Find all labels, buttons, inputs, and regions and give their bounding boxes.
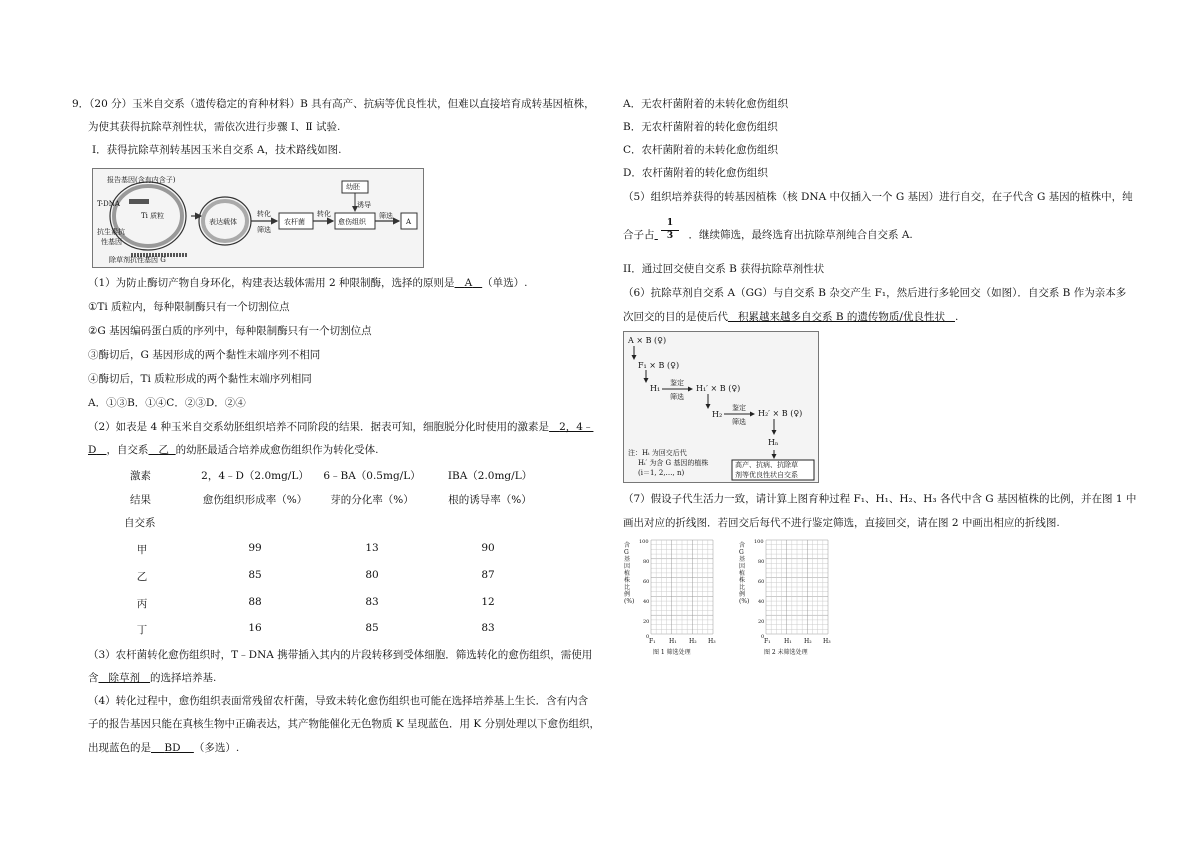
sub4-post: （多选）. — [193, 742, 240, 754]
fig1-transform: 转化 — [257, 210, 271, 218]
table-col2-3: 根的诱导率（%） — [448, 494, 532, 506]
option-c: C．农杆菌附着的未转化愈伤组织 — [623, 144, 779, 156]
sub4-line2: 子的报告基因只能在真核生物中正确表达，其产物能催化无色物质 K 呈现蓝色．用 K 分别处理以下愈伤组织， — [88, 718, 601, 730]
grid-2-ytick: 80 — [758, 559, 765, 565]
fraction-denominator: 3 — [666, 231, 674, 241]
sub3-line1: （3）农杆菌转化愈伤组织时，T﹣DNA 携带插入其内的片段转移到受体细胞．筛选转化的愈伤组织，需使用 — [88, 649, 593, 661]
fig1-callus: 愈伤组织 — [338, 218, 366, 226]
sub2-answer1b-value: D — [88, 444, 97, 456]
grid-1-ytick: 60 — [643, 579, 650, 585]
sub3-answer-value: 除草剂 — [108, 672, 141, 684]
sub6-line1: （6）抗除草剂自交系 A（GG）与自交系 B 杂交产生 F₁，然后进行多轮回交（如图）．自交系 B 作为亲本多 — [623, 287, 1127, 299]
sub1 — [88, 276, 528, 290]
bc-note2: Hᵢ′ 为含 G 基因的植株 — [638, 459, 709, 467]
figure-technical-route — [92, 168, 424, 268]
bc-note3: (i＝1, 2,…, n) — [638, 469, 685, 477]
grid-2-xtick: H₂ — [804, 638, 812, 645]
table-cell: 85 — [248, 569, 262, 581]
grid-2-ytick: 20 — [758, 619, 765, 625]
table-col2-2: 芽的分化率（%） — [330, 494, 414, 506]
grid-2-caption: 图 2 未筛选处理 — [764, 649, 808, 656]
grid-1-ylabel: 含G基因植株比例(%) — [624, 542, 635, 605]
grid-2-ytick: 60 — [758, 579, 765, 585]
sub3-pre: 含 — [88, 672, 99, 684]
table-col2-1: 愈伤组织形成率（%） — [202, 494, 308, 506]
table-cell: 85 — [365, 622, 379, 634]
table-cell: 99 — [248, 542, 262, 554]
sub3-answer — [99, 672, 151, 684]
bc-jd1: 鉴定 — [670, 379, 684, 387]
grid-1-xtick: H₁ — [669, 638, 677, 645]
q9-line2: 为使其获得抗除草剂性状，需依次进行步骤 Ⅰ、Ⅱ 试验. — [88, 121, 341, 133]
sub2-line1 — [88, 420, 593, 434]
sub2-line2 — [88, 443, 378, 457]
grid-2-xtick: H₃ — [823, 638, 831, 645]
table-col-3: IBA（2.0mg/L） — [447, 470, 533, 482]
option-4: ④酶切后，Ti 质粒形成的两个黏性末端序列相同 — [88, 373, 312, 385]
grid-1-ytick: 20 — [643, 619, 650, 625]
sub1-text: （1）为防止酶切产物自身环化，构建表达载体需用 2 种限制酶，选择的原则是 — [88, 277, 455, 289]
table-h-hormone: 激素 — [130, 470, 151, 482]
bc-sx1: 筛选 — [670, 393, 684, 401]
bc-row1: A × B (♀) — [628, 336, 667, 345]
sub2-post: 的幼胚最适合培养成愈伤组织作为转化受体. — [175, 444, 379, 456]
q9-line1: 9．（20 分）玉米自交系（遗传稳定的育种材料）B 具有高产、抗病等优良性状，但难以直接培育成转基因植株， — [72, 98, 595, 110]
table-cell: 80 — [365, 569, 379, 581]
option-2: ②G 基因编码蛋白质的序列中，每种限制酶只有一个切割位点 — [88, 325, 372, 337]
sub5-post: ．继续筛选，最终选育出抗除草剂纯合自交系 A. — [688, 229, 913, 241]
table-row-name: 乙 — [136, 571, 148, 583]
grid-2-ytick: 0 — [761, 634, 765, 640]
fig1-resistance: 抗生素抗 — [97, 228, 125, 236]
sub1-answer — [455, 277, 483, 289]
table-cell: 83 — [481, 622, 495, 634]
grid-figure-1 — [623, 536, 723, 658]
option-1: ①Ti 质粒内，每种限制酶只有一个切割位点 — [88, 301, 290, 313]
sub4-line3 — [88, 741, 239, 755]
bc-result2: 剂等优良性状自交系 — [735, 471, 798, 479]
table-cell: 90 — [481, 542, 495, 554]
grid-1-caption: 图 1 筛选处理 — [653, 649, 691, 656]
part2-heading: II．通过回交使自交系 B 获得抗除草剂性状 — [623, 263, 825, 275]
sub4-pre: 出现蓝色的是 — [88, 742, 151, 754]
table-cell: 12 — [481, 596, 495, 608]
sub6-answer — [728, 311, 955, 323]
fig1-induce: 诱导 — [357, 201, 371, 209]
bc-row4: H₂′ × B (♀) — [758, 409, 803, 418]
tdna-segment — [129, 199, 149, 204]
grid-1-ytick: 40 — [643, 599, 650, 605]
sub7-line1: （7）假设子代生活力一致，请计算上图育种过程 F₁、H₁、H₂、H₃ 各代中含 G 基因植株的比例，并在图 1 中 — [623, 493, 1137, 505]
grid-1-xtick: H₃ — [708, 638, 716, 645]
table-cell: 88 — [248, 596, 262, 608]
grid-2-svg — [738, 536, 838, 646]
grid-2-ytick: 100 — [754, 539, 764, 545]
option-3: ③酶切后，G 基因形成的两个黏性末端序列不相同 — [88, 349, 321, 361]
option-b: B．无农杆菌附着的转化愈伤组织 — [623, 121, 778, 133]
sub3-post: 的选择培养基. — [150, 672, 217, 684]
fig1-transform2: 转化 — [317, 210, 331, 218]
sub6-line2 — [623, 310, 958, 324]
fig1-resistance2: 性基因 — [101, 238, 122, 246]
option-d: D．农杆菌附着的转化愈伤组织 — [623, 167, 768, 179]
sub4-answer-value: BD — [164, 742, 181, 754]
bc-result1: 高产、抗病、抗除草 — [735, 461, 798, 469]
table-col-1: 2，4﹣D（2.0mg/L） — [201, 470, 309, 482]
sub2-answer1-value: 2，4﹣ — [559, 421, 594, 433]
table-row-name: 丙 — [136, 598, 148, 610]
fig1-embryo: 幼胚 — [346, 183, 360, 191]
sub6-answer-value: 积累越来越多自交系 B 的遗传物质/优良性状 — [738, 311, 945, 323]
sub1-answer-value: A — [464, 277, 473, 289]
bc-h1: H₁ — [650, 384, 661, 393]
sub2-answer1 — [549, 421, 593, 433]
fig1-screen2: 筛选 — [379, 212, 393, 220]
fig1-herbicide: 除草剂抗性基因 G — [109, 256, 166, 264]
sub2-answer2-value: 乙 — [158, 444, 169, 456]
grid-2-xtick: F₁ — [764, 638, 771, 645]
table-cell: 16 — [248, 622, 262, 634]
grid-1-ytick: 80 — [643, 559, 650, 565]
sub2-mid: ，自交系 — [106, 444, 149, 456]
table-cell: 87 — [481, 569, 495, 581]
grid-figure-2 — [738, 536, 838, 658]
bc-hn: Hₙ — [768, 438, 779, 447]
choices: A．①③B．①④C．②③D．②④ — [88, 397, 246, 409]
bc-sx2: 筛选 — [732, 418, 746, 426]
sub2-answer2 — [148, 444, 175, 456]
sub5-pre: 合子占 — [623, 229, 655, 241]
bc-row3: H₁′ × B (♀) — [696, 384, 741, 393]
table-row-name: 丁 — [136, 624, 148, 636]
table-h-result: 结果 — [130, 494, 151, 506]
table-cell: 83 — [365, 596, 379, 608]
fraction-numerator: 1 — [666, 218, 674, 228]
table-h-line: 自交系 — [124, 517, 156, 529]
sub2-answer1b — [88, 444, 106, 456]
bc-jd2: 鉴定 — [732, 404, 746, 412]
fig1-reporter: 报告基因(含有内含子) — [107, 176, 176, 184]
sub6-post: . — [954, 311, 959, 323]
sub6-pre: 次回交的目的是使后代 — [623, 311, 728, 323]
table-cell: 13 — [365, 542, 379, 554]
grid-2-xtick: H₁ — [784, 638, 792, 645]
part1-heading: Ⅰ．获得抗除草剂转基因玉米自交系 A，技术路线如图. — [92, 144, 342, 156]
fig1-vector: 表达载体 — [209, 218, 237, 226]
grid-2-ytick: 40 — [758, 599, 765, 605]
fig1-a: A — [406, 218, 412, 226]
bc-note1: 注：Hᵢ 为回交后代 — [628, 449, 687, 457]
fig1-tdna: T-DNA — [97, 200, 120, 208]
grid-1-ytick: 0 — [646, 634, 650, 640]
fig1-ti: Ti 质粒 — [141, 212, 165, 220]
table-col-2: 6﹣BA（0.5mg/L） — [323, 470, 421, 482]
grid-1-xtick: H₂ — [689, 638, 697, 645]
grid-2-ylabel: 含G基因植株比例(%) — [739, 542, 750, 605]
sub4-answer — [151, 742, 194, 754]
fig1-screen: 筛选 — [257, 226, 271, 234]
bc-h2: H₂ — [712, 410, 723, 419]
sub1-post: （单选）. — [482, 277, 528, 289]
option-a: A．无农杆菌附着的未转化愈伤组织 — [623, 98, 789, 110]
grid-1-ytick: 100 — [639, 539, 649, 545]
fig1-agro: 农杆菌 — [284, 218, 305, 226]
figure-backcross — [623, 331, 819, 483]
table-row-name: 甲 — [136, 544, 148, 556]
grid-1-svg — [623, 536, 723, 646]
sub4-line1: （4）转化过程中，愈伤组织表面常残留农杆菌，导致未转化愈伤组织也可能在选择培养基上生长．含有内含 — [88, 695, 589, 707]
sub3-line2 — [88, 671, 216, 685]
sub7-line2: 画出对应的折线图．若回交后每代不进行鉴定筛选，直接回交，请在图 2 中画出相应的折线图. — [623, 517, 1060, 529]
sub2-text: （2）如表是 4 种玉米自交系幼胚组织培养不同阶段的结果．据表可知，细胞脱分化时使用的激素是 — [88, 421, 550, 433]
grid-1-xtick: F₁ — [649, 638, 656, 645]
sub5-line1: （5）组织培养获得的转基因植株（核 DNA 中仅插入一个 G 基因）进行自交，在子代含 G 基因的植株中，纯 — [623, 191, 1133, 203]
bc-row2: F₁ × B (♀) — [638, 361, 680, 370]
